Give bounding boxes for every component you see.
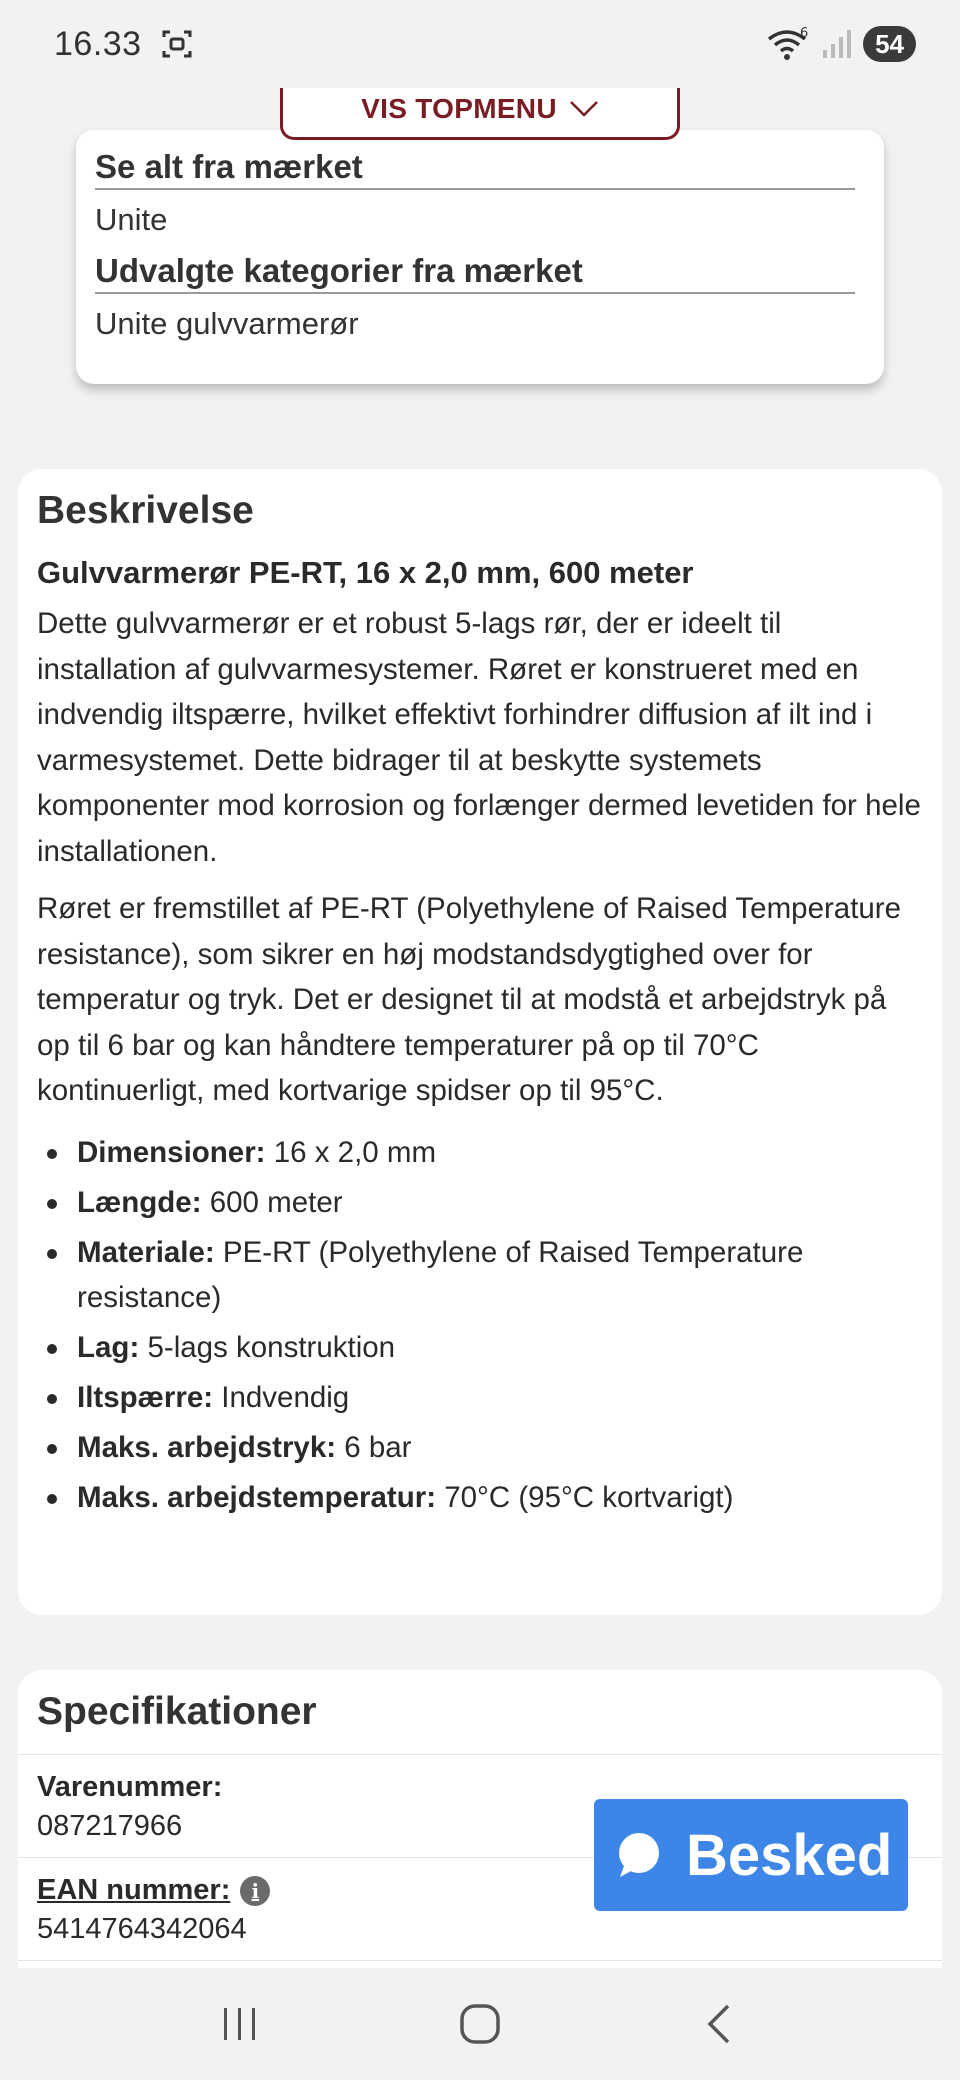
bullet-label: Iltspærre: <box>77 1380 214 1414</box>
list-item <box>37 1425 923 1470</box>
see-all-brand-link[interactable]: Unite <box>95 202 168 237</box>
status-bar <box>0 0 960 88</box>
navigation-bar <box>0 1968 960 2080</box>
show-topmenu-label: VIS TOPMENU <box>361 92 557 124</box>
bullet-value: Indvendig <box>213 1380 350 1414</box>
item-number-label: Varenummer: <box>37 1771 223 1803</box>
chevron-down-icon <box>569 100 599 118</box>
list-item <box>37 1180 923 1225</box>
bullet-label: Lag: <box>77 1330 140 1364</box>
list-item <box>37 1325 923 1370</box>
bullet-value: 5-lags konstruktion <box>139 1330 396 1364</box>
bullet-value: 70°C (95°C kortvarigt) <box>436 1480 734 1514</box>
feature-list <box>37 1130 923 1520</box>
screenshot-icon <box>160 27 194 61</box>
bullet-value: 600 meter <box>201 1185 343 1219</box>
bullet-label: Maks. arbejdstemperatur: <box>77 1480 437 1514</box>
list-item <box>37 1475 923 1520</box>
specifications-title: Specifikationer <box>18 1670 942 1755</box>
categories-heading: Udvalgte kategorier fra mærket <box>95 252 855 294</box>
list-item <box>37 1230 923 1320</box>
wifi-icon <box>767 27 811 61</box>
back-icon[interactable] <box>698 2002 742 2046</box>
bullet-value: PE-RT (Polyethylene of Raised Temperature resistance) <box>77 1235 804 1314</box>
page-content[interactable] <box>0 88 960 1968</box>
ean-label[interactable]: EAN nummer: <box>37 1874 231 1906</box>
battery-badge: 54 <box>863 26 916 62</box>
bullet-label: Længde: <box>77 1185 202 1219</box>
bullet-label: Materiale: <box>77 1235 215 1269</box>
description-paragraph: Dette gulvvarmerør er et robust 5-lags rør, der er ideelt til installation af gulvvarmesystemer. Røret er konstrueret med en indvendig iltspærre, hvilket effektivt forhindrer diffusion af ilt ind i varmesystemet. Dette bidrager til at beskytte systemets komponenter mod korrosion og forlænger dermed levetiden for hele installationen. <box>37 607 921 868</box>
list-item <box>37 1130 923 1175</box>
category-link[interactable]: Unite gulvvarmerør <box>95 306 359 341</box>
description-card <box>18 469 942 1615</box>
chat-label: Besked <box>686 1822 893 1888</box>
bullet-value: 16 x 2,0 mm <box>265 1135 437 1169</box>
item-number-value: 087217966 <box>37 1810 183 1842</box>
chat-message-button[interactable] <box>594 1799 908 1911</box>
bullet-value: 6 bar <box>336 1430 412 1464</box>
bullet-label: Maks. arbejdstryk: <box>77 1430 337 1464</box>
info-icon[interactable]: i <box>240 1876 270 1906</box>
brand-card <box>76 130 884 384</box>
show-topmenu-button[interactable] <box>280 88 680 140</box>
see-all-heading: Se alt fra mærket <box>95 148 855 190</box>
status-icons <box>767 26 916 62</box>
list-item <box>37 1375 923 1420</box>
svg-text:6: 6 <box>800 27 809 41</box>
ean-value: 5414764342064 <box>37 1913 247 1945</box>
status-time: 16.33 <box>54 24 142 63</box>
recent-apps-icon[interactable] <box>218 2004 262 2044</box>
bullet-label: Dimensioner: <box>77 1135 266 1169</box>
chat-bubble-icon <box>614 1830 664 1880</box>
product-subtitle: Gulvvarmerør PE-RT, 16 x 2,0 mm, 600 meter <box>37 555 694 590</box>
description-title: Beskrivelse <box>37 489 254 532</box>
description-paragraph: Røret er fremstillet af PE-RT (Polyethylene of Raised Temperature resistance), som sikrer en høj modstandsdygtighed over for temperatur og tryk. Det er designet til at modstå et arbejdstryk på op til 6 bar og kan håndtere temperaturer på op til 70°C kontinuerligt, med kortvarige spidser op til 95°C. <box>37 892 902 1107</box>
home-icon[interactable] <box>458 2002 502 2046</box>
signal-icon <box>821 28 853 60</box>
